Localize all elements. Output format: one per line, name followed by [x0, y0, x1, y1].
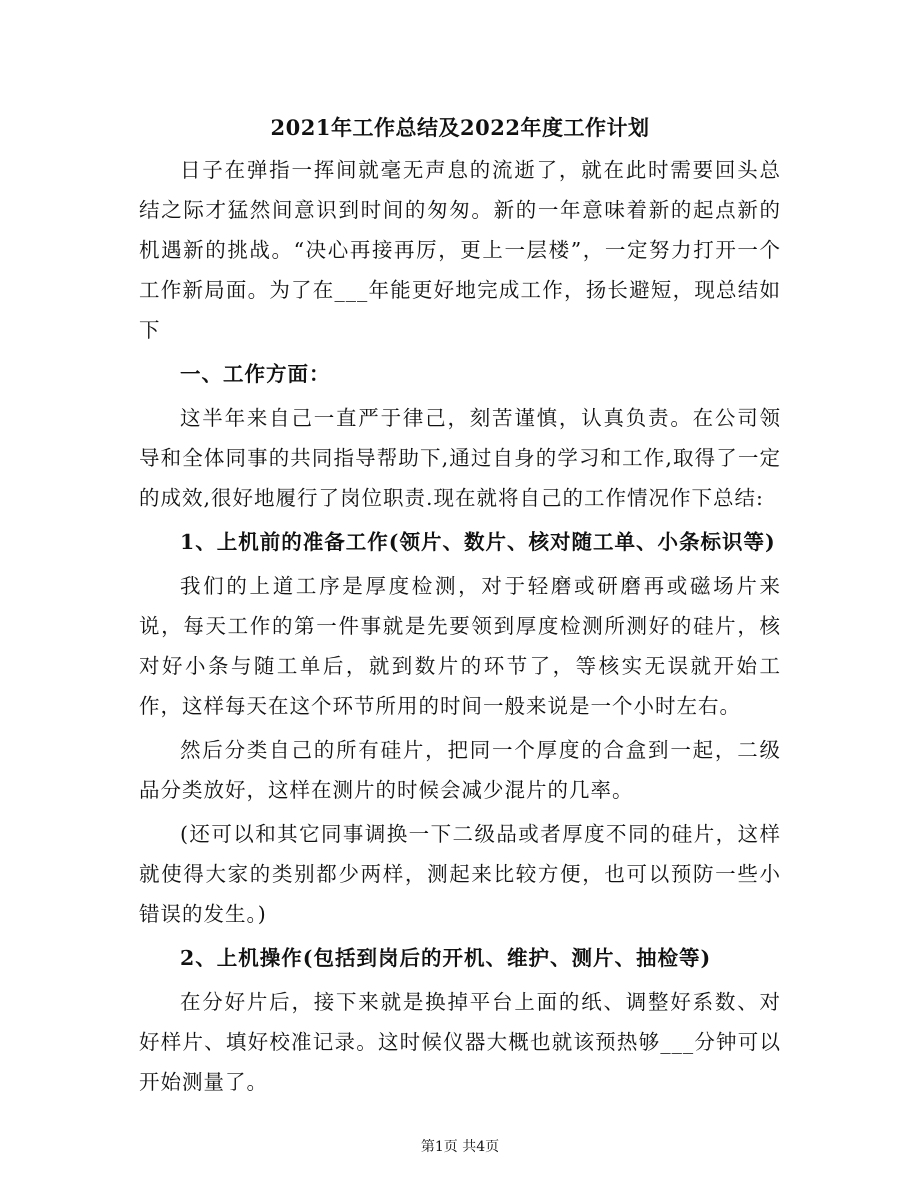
subsection-heading-preparation: 1、上机前的准备工作(领片、数片、核对随工单、小条标识等)	[180, 530, 776, 554]
document-title: 2021年工作总结及2022年度工作计划	[270, 115, 650, 140]
intro-paragraph: 日子在弹指一挥间就毫无声息的流逝了，就在此时需要回头总结之际才猛然间意识到时间的匆匆。新的一年意味着新的起点新的机遇新的挑战。“决心再接再厉，更上一层楼”，一定努力打开一个工作新局面。为了在___年能更好地完成工作，扬长避短，现总结如下	[139, 158, 781, 342]
section-paragraph-work: 这半年来自己一直严于律己，刻苦谨慎，认真负责。在公司领导和全体同事的共同指导帮助下,通过自身的学习和工作,取得了一定的成效,很好地履行了岗位职责.现在就将自己的工作情况作下总结:	[139, 406, 781, 510]
section-heading-work: 一、工作方面：	[180, 362, 331, 386]
page-number-footer: 第1页 共4页	[420, 1139, 500, 1155]
preparation-paragraph-1: 我们的上道工序是厚度检测，对于轻磨或研磨再或磁场片来说，每天工作的第一件事就是先要领到厚度检测所测好的硅片，核对好小条与随工单后，就到数片的环节了，等核实无误就开始工作，这样每天在这个环节所用的时间一般来说是一个小时左右。	[139, 574, 781, 718]
preparation-paragraph-2: 然后分类自己的所有硅片，把同一个厚度的合盒到一起，二级品分类放好，这样在测片的时候会减少混片的几率。	[139, 738, 781, 802]
document-body	[139, 150, 781, 1102]
preparation-paragraph-3: (还可以和其它同事调换一下二级品或者厚度不同的硅片，这样就使得大家的类别都少两样，测起来比较方便，也可以预防一些小错误的发生。)	[139, 822, 781, 926]
operation-paragraph-1: 在分好片后，接下来就是换掉平台上面的纸、调整好系数、对好样片、填好校准记录。这时候仪器大概也就该预热够___分钟可以开始测量了。	[139, 990, 781, 1094]
subsection-heading-operation: 2、上机操作(包括到岗后的开机、维护、测片、抽检等)	[180, 946, 712, 970]
